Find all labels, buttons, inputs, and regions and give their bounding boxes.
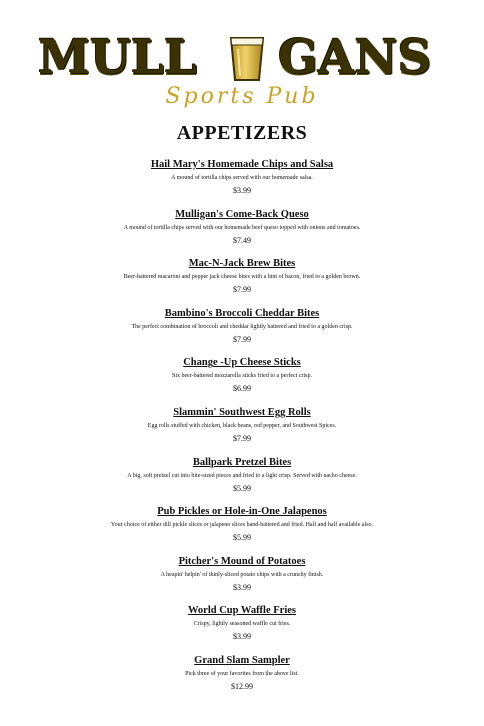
menu-item-price: $3.99 — [233, 632, 251, 642]
menu-item — [0, 555, 484, 605]
logo-wordmark-left: MULL — [38, 30, 198, 85]
menu-item-name: Bambino's Broccoli Cheddar Bites — [164, 307, 320, 319]
menu-item-description: A mound of tortilla chips served with our homemade beef queso topped with onions and tomatoes. — [123, 224, 361, 231]
menu-item — [0, 604, 484, 654]
menu-item — [0, 456, 484, 506]
menu-item-name: Change -Up Cheese Sticks — [183, 357, 301, 369]
menu-item-price: $5.99 — [233, 483, 251, 493]
menu-item-price: $3.99 — [233, 186, 251, 195]
menu-item-name: Slammin' Southwest Egg Rolls — [173, 406, 311, 418]
menu-item — [0, 257, 484, 307]
menu-item-price: $12.99 — [231, 681, 253, 691]
menu-item-description: The perfect combination of broccoli and cheddar lightly battered and fried to a golden crisp. — [131, 323, 353, 330]
menu-item-name: Pitcher's Mound of Potatoes — [178, 555, 306, 567]
logo-tagline: Sports Pub — [165, 84, 319, 109]
menu-item-description: Egg rolls stuffed with chicken, black beans, red pepper, and Southwest Spices. — [147, 422, 337, 429]
menu-item-description: Beer-battered macaroni and pepper jack cheese bites with a hint of bacon, fried to a golden brown. — [123, 274, 361, 281]
menu-item-description: Pick three of your favorites from the above list. — [185, 670, 299, 677]
menu-item — [0, 158, 484, 208]
menu-item-list — [0, 158, 484, 704]
menu-item-name: Mulligan's Come-Back Queso — [175, 208, 309, 220]
menu-item-price: $7.49 — [233, 235, 251, 245]
menu-item-price: $5.99 — [233, 533, 251, 543]
restaurant-logo — [0, 30, 484, 110]
menu-item — [0, 654, 484, 704]
menu-item-price: $7.99 — [233, 334, 251, 344]
menu-item — [0, 208, 484, 258]
menu-item-name: Mac-N-Jack Brew Bites — [188, 258, 296, 270]
section-title: APPETIZERS — [176, 122, 308, 144]
menu-item-name: Pub Pickles or Hole-in-One Jalapenos — [157, 506, 327, 518]
menu-item-name: Grand Slam Sampler — [194, 654, 290, 666]
menu-item-description: A big, soft pretzel cut into bite-sized pieces and fried to a light crisp. Served with nacho cheese. — [127, 472, 357, 479]
menu-item — [0, 505, 484, 555]
menu-item-description: Your choice of either dill pickle slices or jalapeno slices hand-battered and fried. Half and half available also. — [110, 522, 374, 529]
beer-glass-icon — [228, 34, 266, 82]
menu-item-name: Hail Mary's Homemade Chips and Salsa — [150, 159, 334, 170]
menu-item-description: A heapin' helpin' of thinly-sliced potato chips with a crunchy finish. — [160, 571, 324, 578]
menu-item — [0, 307, 484, 357]
menu-item-name: World Cup Waffle Fries — [187, 605, 296, 617]
menu-item — [0, 406, 484, 456]
menu-item-price: $6.99 — [233, 384, 251, 394]
menu-item — [0, 356, 484, 406]
menu-item-name: Ballpark Pretzel Bites — [192, 456, 292, 468]
menu-item-price: $7.99 — [233, 285, 251, 295]
logo-wordmark-right: GANS — [278, 30, 432, 85]
menu-item-description: Crispy, lightly seasoned waffle cut fries. — [193, 621, 291, 628]
menu-item-price: $7.99 — [233, 433, 251, 443]
menu-item-description: A mound of tortilla chips served with our homemade salsa. — [171, 175, 313, 181]
menu-item-description: Six beer-battered mozzarella sticks fried to a perfect crisp. — [172, 373, 312, 380]
menu-item-price: $3.99 — [233, 582, 251, 592]
